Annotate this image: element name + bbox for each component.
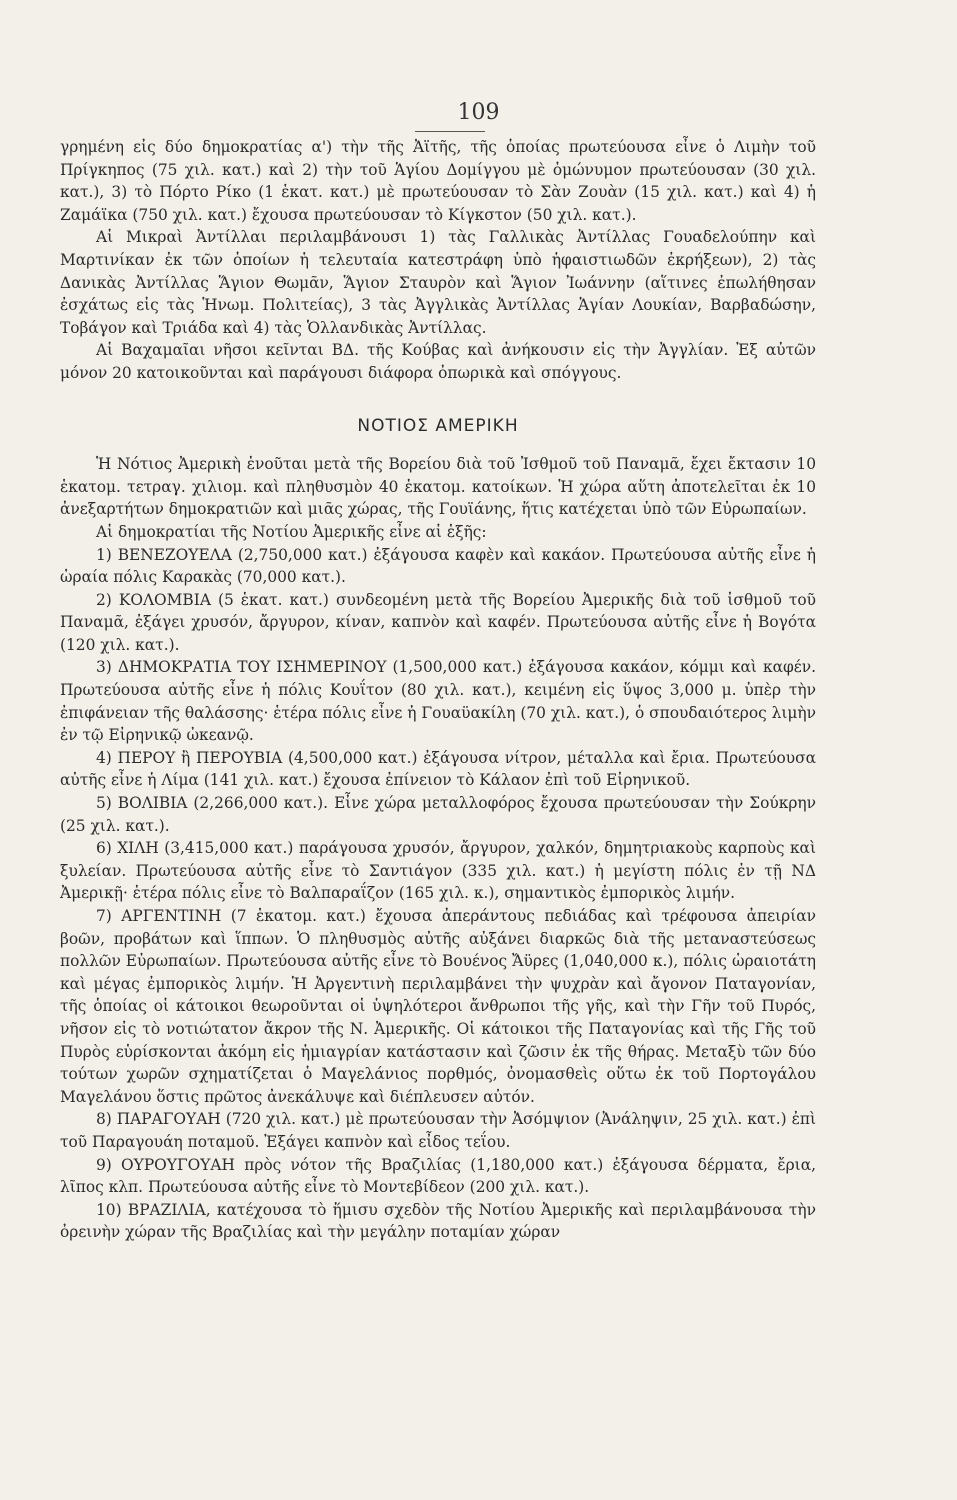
paragraph: Ἡ Νότιος Ἀμερικὴ ἑνοῦται μετὰ τῆς Βορείου διὰ τοῦ Ἰσθμοῦ τοῦ Παναμᾶ, ἔχει ἔκτασιν 10 ἑκατομ. τετραγ. χιλιομ. καὶ πληθυσμὸν 40 ἑκατομ. κατοίκων. Ἡ χώρα αὕτη ἀποτελεῖται ἐκ 10 ἀνεξαρτήτων δημοκρατιῶν καὶ μιᾶς χώρας, τῆς Γουϊάνης, ἥτις κατέχεται ὑπὸ τῶν Εὐρωπαίων. [60, 455, 816, 519]
list-item: 5) ΒΟΛΙΒΙΑ (2,266,000 κατ.). Εἶνε χώρα μεταλλοφόρος ἔχουσα πρωτεύουσαν τὴν Σούκρην (25 χιλ. κατ.). [60, 794, 816, 835]
list-item: 2) ΚΟΛΟΜΒΙΑ (5 ἑκατ. κατ.) συνδεομένη μετὰ τῆς Βορείου Ἀμερικῆς διὰ τοῦ ἰσθμοῦ τοῦ Παναμᾶ, ἐξάγει χρυσόν, ἄργυρον, κίναν, καπνὸν καὶ καφέν. Πρωτεύουσα αὐτῆς εἶνε ἡ Βογότα (120 χιλ. κατ.). [60, 590, 816, 654]
list-item: 3) ΔΗΜΟΚΡΑΤΙΑ ΤΟΥ ΙΣΗΜΕΡΙΝΟΥ (1,500,000 κατ.) ἐξάγουσα κακάον, κόμμι καὶ καφέν. Πρωτεύουσα αὐτῆς εἶνε ἡ πόλις Κουΐτον (80 χιλ. κατ.), κειμένη εἰς ὕψος 3,000 μ. ὑπὲρ τὴν ἐπιφάνειαν τῆς θαλάσσης· ἑτέρα πόλις εἶνε ἡ Γουαϋακίλη (70 χιλ. κατ.), ὁ σπουδαιότερος λιμὴν ἐν τῷ Εἰρηνικῷ ὠκεανῷ. [60, 658, 816, 745]
section-heading: ΝΟΤΙΟΣ ΑΜΕΡΙΚΗ [357, 415, 519, 436]
paragraph: Αἱ Βαχαμαῖαι νῆσοι κεῖνται ΒΔ. τῆς Κούβας καὶ ἀνήκουσιν εἰς τὴν Ἀγγλίαν. Ἐξ αὐτῶν μόνον 20 κατοικοῦνται καὶ παράγουσι διάφορα ὀπωρικὰ καὶ σπόγγους. [60, 341, 816, 382]
list-item: 1) ΒΕΝΕΖΟΥΕΛΑ (2,750,000 κατ.) ἐξάγουσα καφὲν καὶ κακάον. Πρωτεύουσα αὐτῆς εἶνε ἡ ὡραία πόλις Καρακὰς (70,000 κατ.). [60, 545, 816, 587]
list-item: 8) ΠΑΡΑΓΟΥΑΗ (720 χιλ. κατ.) μὲ πρωτεύουσαν τὴν Ἀσόμψιον (Ἀνάληψιν, 25 χιλ. κατ.) ἐπὶ τοῦ Παραγουάη ποταμοῦ. Ἐξάγει καπνὸν καὶ εἶδος τεΐου. [60, 1110, 816, 1151]
list-item: 4) ΠΕΡΟΥ ἢ ΠΕΡΟΥΒΙΑ (4,500,000 κατ.) ἐξάγουσα νίτρον, μέταλλα καὶ ἔρια. Πρωτεύουσα αὐτῆς εἶνε ἡ Λίμα (141 χιλ. κατ.) ἔχουσα ἐπίνειον τὸ Κάλαον ἐπὶ τοῦ Εἰρηνικοῦ. [60, 748, 816, 790]
paragraph: γρημένη εἰς δύο δημοκρατίας α') τὴν τῆς Ἀϊτῆς, τῆς ὁποίας πρωτεύουσα εἶνε ὁ Λιμὴν τοῦ Πρίγκηπος (75 χιλ. κατ.) καὶ 2) τὴν τοῦ Ἁγίου Δομίγγου μὲ ὁμώνυμον πρωτεύουσαν (30 χιλ. κατ.), 3) τὸ Πόρτο Ρίκο (1 ἑκατ. κατ.) μὲ πρωτεύουσαν τὸ Σὰν Ζουὰν (15 χιλ. κατ.) καὶ 4) ἡ Ζαμάϊκα (750 χιλ. κατ.) ἔχουσα πρωτεύουσαν τὸ Κίγκστον (50 χιλ. κατ.). [60, 138, 816, 224]
page-number: 109 [457, 100, 500, 125]
document-body [60, 136, 816, 1244]
list-item: 10) ΒΡΑΖΙΛΙΑ, κατέχουσα τὸ ἥμισυ σχεδὸν τῆς Νοτίου Ἀμερικῆς καὶ περιλαμβάνουσα τὴν ὀρεινὴν χώραν τῆς Βραζιλίας καὶ τὴν μεγάλην ποταμίαν χώραν [60, 1200, 816, 1242]
list-item: 7) ΑΡΓΕΝΤΙΝΗ (7 ἑκατομ. κατ.) ἔχουσα ἀπεράντους πεδιάδας καὶ τρέφουσα ἀπειρίαν βοῶν, προβάτων καὶ ἵππων. Ὁ πληθυσμὸς αὐτῆς αὐξάνει διαρκῶς διὰ τῆς μεταναστεύσεως πολλῶν Εὐρωπαίων. Πρωτεύουσα αὐτῆς εἶνε τὸ Βουένος Ἄϋρες (1,040,000 κ.), πόλις ὡραιοτάτη καὶ μέγας ἐμπορικὸς λιμήν. Ἡ Ἀργεντινὴ περιλαμβάνει τὴν ψυχρὰν καὶ ἄγονον Παταγονίαν, τῆς ὁποίας οἱ κάτοικοι θεωροῦνται οἱ ὑψηλότεροι ἄνθρωποι τῆς γῆς, καὶ τὴν Γῆν τοῦ Πυρός, νῆσον εἰς τὸ νοτιώτατον ἄκρον τῆς Ν. Ἀμερικῆς. Οἱ κάτοικοι τῆς Παταγονίας καὶ τῆς Γῆς τοῦ Πυρὸς εὑρίσκονται ἀκόμη εἰς ἡμιαγρίαν κατάστασιν καὶ ζῶσιν ἐκ τῆς θήρας. Μεταξὺ τῶν δύο τούτων χωρῶν σχηματίζεται ὁ Μαγελάνιος πορθμός, ὀνομασθεὶς οὕτω ἐκ τοῦ Πορτογάλου Μαγελάνου ὅστις πρῶτος ἀνεκάλυψε καὶ διέπλευσεν αὐτόν. [60, 907, 816, 1106]
paragraph: Αἱ Μικραὶ Ἀντίλλαι περιλαμβάνουσι 1) τὰς Γαλλικὰς Ἀντίλλας Γουαδελούπην καὶ Μαρτινίκαν ἐκ τῶν ὁποίων ἡ τελευταία κατεστράφη ὑπὸ ἡφαιστιωδῶν ἐκρήξεων), 2) τὰς Δανικὰς Ἀντίλλας Ἅγιον Θωμᾶν, Ἅγιον Σταυρὸν καὶ Ἅγιον Ἰωάννην (αἵτινες ἐπωλήθησαν ἐσχάτως εἰς τὰς Ἡνωμ. Πολιτείας), 3 τὰς Ἀγγλικὰς Ἀντίλλας Ἁγίαν Λουκίαν, Βαρβαδώσην, Τοβάγον καὶ Τριάδα καὶ 4) τὰς Ὁλλανδικὰς Ἀντίλλας. [60, 228, 816, 337]
list-item: 6) ΧΙΛΗ (3,415,000 κατ.) παράγουσα χρυσόν, ἄργυρον, χαλκόν, δημητριακοὺς καρποὺς καὶ ξυλείαν. Πρωτεύουσα αὐτῆς εἶνε τὸ Σαντιάγον (335 χιλ. κατ.) ἡ μεγίστη πόλις ἐν τῇ ΝΔ Ἀμερικῇ· ἑτέρα πόλις εἶνε τὸ Βαλπαραΐζον (165 χιλ. κ.), σημαντικὸς ἐμπορικὸς λιμήν. [60, 839, 816, 903]
page-number-rule [415, 131, 485, 132]
list-item: 9) ΟΥΡΟΥΓΟΥΑΗ πρὸς νότον τῆς Βραζιλίας (1,180,000 κατ.) ἐξάγουσα δέρματα, ἔρια, λῖπος κλπ. Πρωτεύουσα αὐτῆς εἶνε τὸ Μοντεβίδεον (200 χιλ. κατ.). [60, 1155, 816, 1197]
paragraph: Αἱ δημοκρατίαι τῆς Νοτίου Ἀμερικῆς εἶνε αἱ ἑξῆς: [96, 522, 487, 541]
